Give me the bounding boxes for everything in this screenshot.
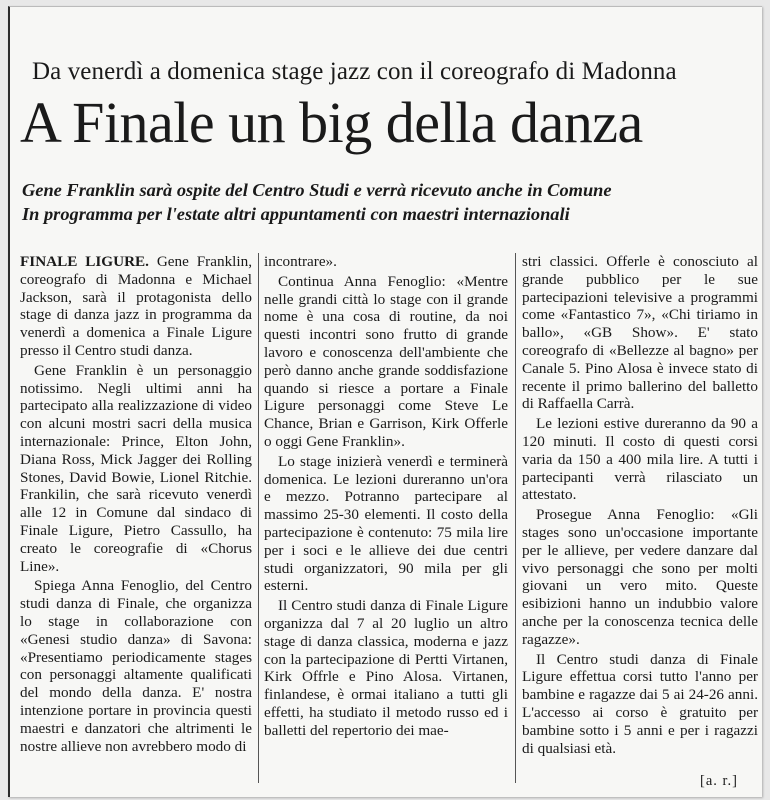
paragraph: Il Centro studi danza di Finale Ligure organizza dal 7 al 20 luglio un altro stage di danza classica, moderna e jazz con la partecipazione di Pertti Virtanen, Kirk Offrle e Pino Alosa. Virtanen, finlandese, è ormai italiano a tutti gli effetti, ha studiato il metodo russo ed i balletti del repertorio dei mae- <box>264 597 508 739</box>
paragraph: Spiega Anna Fenoglio, del Centro studi danza di Finale, che organizza lo stage in collaborazione con «Genesi studio danza» di Savona: «Presentiamo periodicamente stages con personaggi altamente qualificati del mondo della danza. E' nostra intenzione portare in provincia questi maestri e danzatori che altrimenti le nostre allieve non avrebbero modo di <box>20 577 252 755</box>
paragraph: Il Centro studi danza di Finale Ligure effettua corsi tutto l'anno per bambine e ragazze dai 5 ai 24-26 anni. L'accesso ai corso è gratuito per bambine sotto i 5 anni e per i ragazzi di qualsiasi età. <box>522 650 758 757</box>
column-divider <box>258 253 259 783</box>
subheadline-line-2: In programma per l'estate altri appuntamenti con maestri internazionali <box>22 204 570 224</box>
kicker: Da venerdì a domenica stage jazz con il coreografo di Madonna <box>32 58 677 85</box>
paragraph: Continua Anna Fenoglio: «Mentre nelle grandi città lo stage con il grande nome è una cosa di routine, da noi questi incontri sono frutto di grande lavoro e conoscenza dell'ambiente che però danno anche grande soddisfazione quando si riesce a portare a Finale Ligure personaggi come Steve Le Chance, Brian e Garrison, Kirk Offerle o oggi Gene Franklin». <box>264 272 508 450</box>
subheadline-line-1: Gene Franklin sarà ospite del Centro Studi e verrà ricevuto anche in Comune <box>22 180 612 200</box>
newspaper-clipping <box>8 6 762 797</box>
article-column-1 <box>20 253 252 793</box>
headline: A Finale un big della danza <box>20 90 643 155</box>
dateline: FINALE LIGURE. <box>20 253 149 270</box>
article-column-3 <box>522 253 758 793</box>
paragraph: Gene Franklin è un personaggio notissimo. Negli ultimi anni ha partecipato alla realizzazione di video con alcuni mostri sacri della musica internazionale: Prince, Elton John, Diana Ross, Mick Jagger dei Rolling Stones, David Bowie, Lionel Ritchie. Frankilin, che sarà ricevuto venerdì alle 12 in Comune dal sindaco di Finale Ligure, Pietro Cassullo, ha creato le coreografie di «Chorus Line». <box>20 361 252 575</box>
paragraph-text: Gene Franklin, coreografo di Madonna e Michael Jackson, sarà il protagonista dello stage di danza jazz in programma da venerdì a domenica a Finale Ligure presso il Centro studi danza. <box>20 253 252 359</box>
article-column-2 <box>264 253 508 793</box>
author-signature: [a. r.] <box>700 773 738 789</box>
paragraph: incontrare». <box>264 253 337 270</box>
paragraph: Lo stage inizierà venerdì e terminerà domenica. Le lezioni dureranno un'ora e mezzo. Potranno partecipare al massimo 25-30 elementi. Il costo della partecipazione è contenuto: 75 mila lire per i soci e le allieve dei due centri studi organizzatori, 90 mila per gli esterni. <box>264 452 508 595</box>
paragraph: Prosegue Anna Fenoglio: «Gli stages sono un'occasione importante per le allieve, per vedere danzare dal vivo personaggi che sono per molti giovani un vero mito. Queste esibizioni hanno un indubbio valore anche per la conoscenza tecnica delle ragazze». <box>522 506 758 648</box>
column-divider <box>515 253 516 783</box>
paragraph <box>20 253 252 360</box>
paragraph: Le lezioni estive dureranno da 90 a 120 minuti. Il costo di questi corsi varia da 150 a 400 mila lire. A tutti i partecipanti verrà rilasciato un attestato. <box>522 415 758 504</box>
paragraph: stri classici. Offerle è conosciuto al grande pubblico per le sue partecipazioni televisive a programmi come «Fantastico 7», «Chi tiriamo in ballo», «GB Show». E' stato coreografo di «Bellezze al bagno» per Canale 5. Pino Alosa è invece stato di recente il primo ballerino del balletto di Raffaella Carrà. <box>522 253 758 413</box>
